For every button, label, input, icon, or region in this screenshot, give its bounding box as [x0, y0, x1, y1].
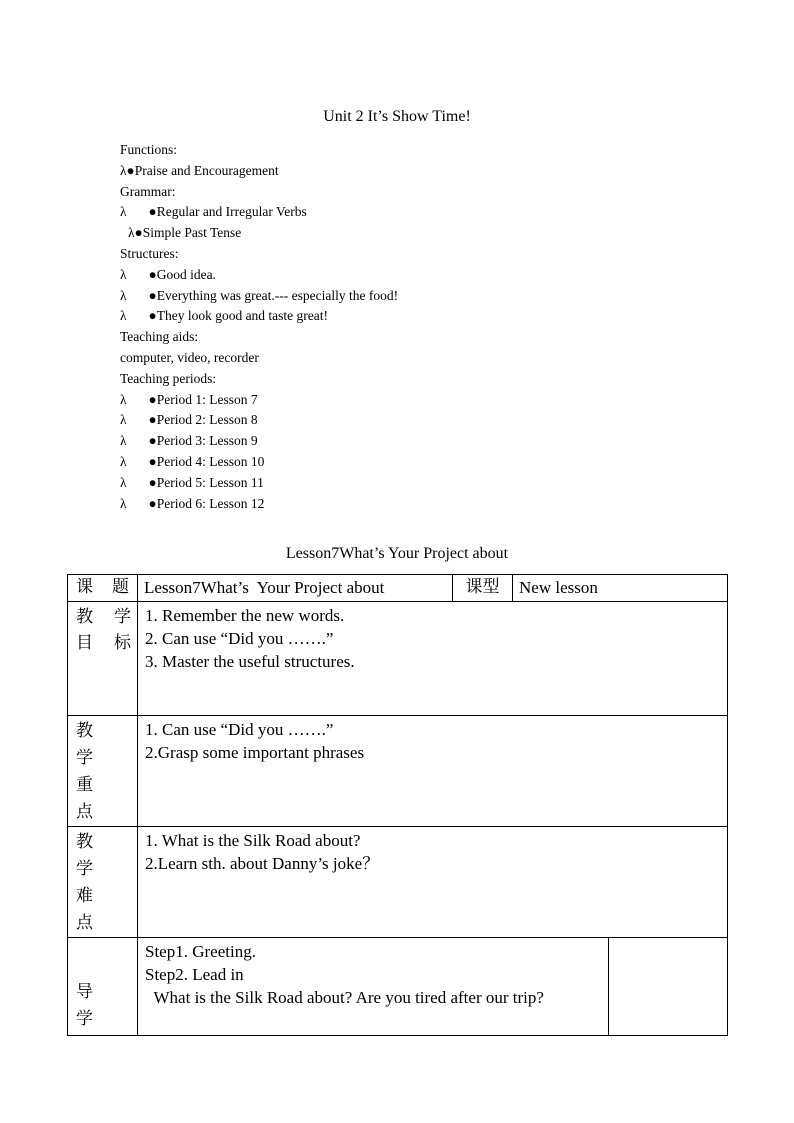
functions-item: λ●Praise and Encouragement — [120, 162, 279, 178]
lambda-marker: λ — [120, 204, 127, 220]
lambda-marker: λ — [120, 287, 127, 303]
list-item: 2.Grasp some important phrases — [145, 743, 365, 762]
type-label: 课型 — [453, 575, 513, 602]
key-points-label: 教 学 重 点 — [68, 716, 138, 827]
goals-label: 教 学 目 标 — [68, 602, 138, 716]
list-item: 1. What is the Silk Road about? — [145, 831, 361, 850]
bullet-icon: ● — [148, 204, 157, 220]
structures-label: Structures: — [120, 245, 179, 261]
grammar-item: λ●Simple Past Tense — [128, 225, 242, 241]
period-item: λ ●Period 6: Lesson 12 — [120, 495, 265, 511]
difficulties-content — [138, 827, 728, 938]
topic-value: Lesson7What’s Your Project about — [138, 575, 453, 602]
bullet-icon: ● — [148, 412, 157, 428]
bullet-icon: ● — [148, 266, 157, 282]
lambda-marker: λ — [120, 474, 127, 490]
period-item: λ ●Period 4: Lesson 10 — [120, 453, 265, 469]
lambda-marker: λ — [128, 225, 135, 241]
goals-content — [138, 602, 728, 716]
bullet-icon: ● — [148, 453, 157, 469]
unit-outline — [120, 140, 680, 514]
structures-item: λ ●Good idea. — [120, 266, 216, 282]
lesson-title: Lesson7What’s Your Project about — [285, 545, 509, 562]
lambda-marker: λ — [120, 433, 127, 449]
structures-item: λ ●Everything was great.--- especially the food! — [120, 287, 399, 303]
lambda-marker: λ — [120, 495, 127, 511]
lambda-marker: λ — [120, 308, 127, 324]
topic-label: 课 题 — [68, 575, 138, 602]
list-item: 1. Can use “Did you …….” — [145, 720, 334, 739]
table-row — [68, 827, 728, 938]
bullet-icon: ● — [148, 308, 157, 324]
bullet-icon: ● — [148, 495, 157, 511]
aids-value: computer, video, recorder — [120, 349, 259, 365]
period-item: λ ●Period 5: Lesson 11 — [120, 474, 264, 490]
lambda-marker: λ — [120, 391, 127, 407]
bullet-icon: ● — [148, 474, 157, 490]
bullet-icon: ● — [148, 433, 157, 449]
bullet-icon: ● — [148, 391, 157, 407]
table-row — [68, 602, 728, 716]
type-value: New lesson — [513, 575, 728, 602]
lambda-marker: λ — [120, 266, 127, 282]
lambda-marker: λ — [120, 412, 127, 428]
bullet-icon: ● — [134, 225, 143, 241]
table-row — [68, 716, 728, 827]
bullet-icon: ● — [126, 162, 135, 178]
guide-notes-cell — [609, 938, 728, 1036]
list-item: What is the Silk Road about? Are you tired after our trip? — [145, 988, 544, 1007]
lambda-marker: λ — [120, 453, 127, 469]
lesson-plan-table — [67, 574, 728, 1036]
table-row — [68, 938, 728, 1036]
bullet-icon: ● — [148, 287, 157, 303]
list-item: Step1. Greeting. — [145, 942, 256, 961]
lambda-marker: λ — [120, 162, 127, 178]
list-item: Step2. Lead in — [145, 965, 244, 984]
list-item: 3. Master the useful structures. — [145, 652, 355, 671]
functions-label: Functions: — [120, 142, 178, 157]
period-item: λ ●Period 3: Lesson 9 — [120, 433, 258, 449]
table-row — [68, 575, 728, 602]
list-item: 1. Remember the new words. — [145, 606, 345, 625]
guide-content — [138, 938, 609, 1036]
difficulties-label: 教 学 难 点 — [68, 827, 138, 938]
list-item: 2. Can use “Did you …….” — [145, 629, 334, 648]
grammar-item: λ ●Regular and Irregular Verbs — [120, 204, 307, 220]
aids-label: Teaching aids: — [120, 329, 199, 345]
key-points-content — [138, 716, 728, 827]
list-item: 2.Learn sth. about Danny’s joke？ — [145, 854, 380, 873]
grammar-label: Grammar: — [120, 183, 176, 199]
guide-label: 导 学 — [68, 938, 138, 1036]
structures-item: λ ●They look good and taste great! — [120, 308, 329, 324]
period-item: λ ●Period 1: Lesson 7 — [120, 391, 258, 407]
periods-label: Teaching periods: — [120, 370, 217, 386]
unit-title: Unit 2 It’s Show Time! — [323, 108, 471, 125]
period-item: λ ●Period 2: Lesson 8 — [120, 412, 258, 428]
